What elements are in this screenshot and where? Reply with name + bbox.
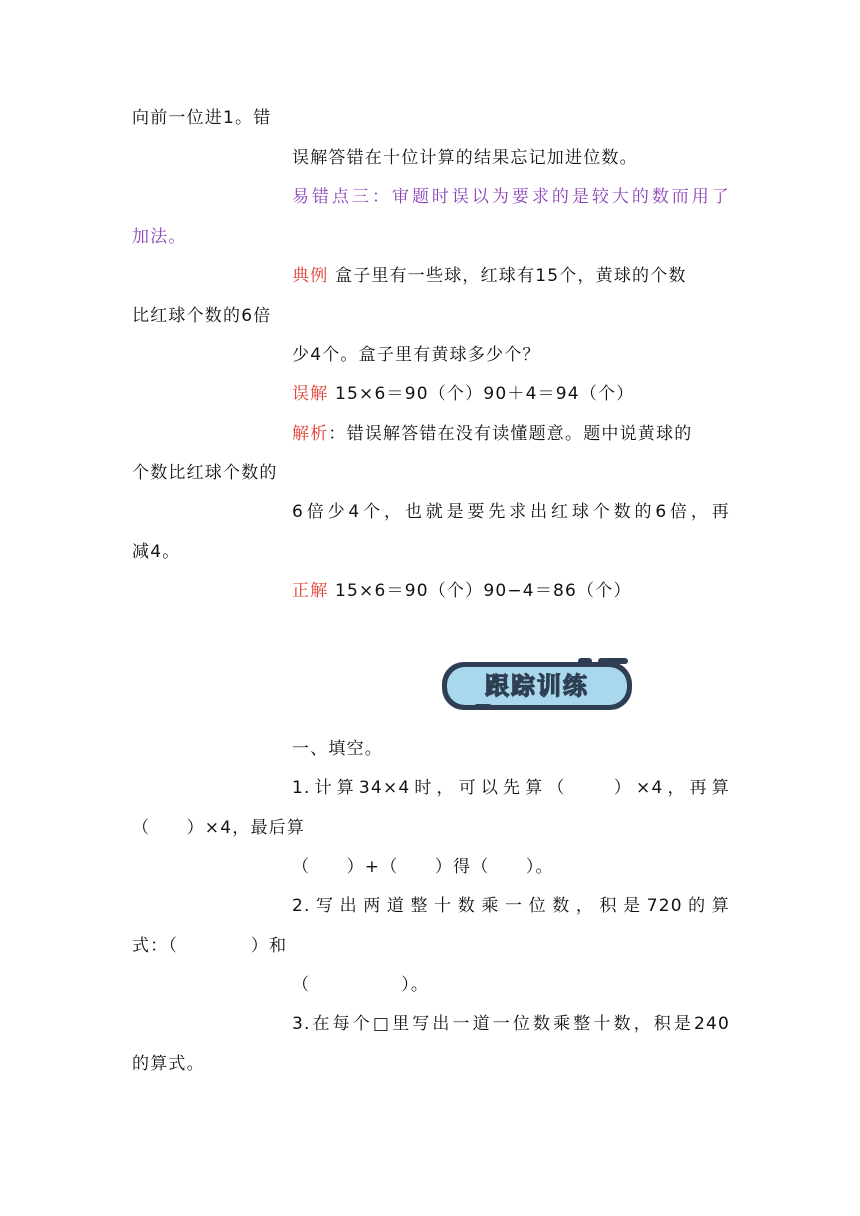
wrong-solution-text: 15×6＝90（个）90＋4＝94（个） (328, 384, 635, 404)
analysis-text: ：错误解答错在没有读懂题意。题中说黄球的 (328, 424, 693, 444)
section-heading: 一、填空。 (292, 739, 383, 759)
example-line (292, 264, 730, 288)
text-line: 减4。 (132, 542, 181, 562)
example-text: 盒子里有一些球，红球有15个，黄球的个数 (328, 266, 687, 286)
analysis-line (292, 422, 692, 446)
question-2: 2.写出两道整十数乘一位数，积是720的算 (292, 896, 730, 916)
badge-label: 跟踪训练 (485, 672, 589, 700)
text-line: 6倍少4个，也就是要先求出红球个数的6倍，再 (292, 502, 730, 522)
question-3: 3.在每个□里写出一道一位数乘整十数，积是240 (292, 1014, 730, 1034)
follow-up-training-badge (438, 656, 636, 714)
wrong-solution-line (292, 382, 634, 406)
text-line: 个数比红球个数的 (132, 463, 278, 483)
error-point-heading: 易错点三：审题时误以为要求的是较大的数而用了 (292, 187, 730, 207)
error-point-heading-cont: 加法。 (132, 227, 187, 247)
question-2-cont: 式：（ ）和 (132, 936, 288, 956)
question-1-cont: （ ）+（ ）得（ ）。 (292, 857, 554, 877)
correct-solution-line (292, 579, 632, 603)
analysis-label: 解析 (292, 424, 329, 444)
example-label: 典例 (292, 266, 329, 286)
text-line: 向前一位进1。错 (132, 108, 272, 128)
text-line: 误解答错在十位计算的结果忘记加进位数。 (292, 148, 638, 168)
text-line: 少4个。盒子里有黄球多少个？ (292, 345, 541, 365)
question-2-cont: （ ）。 (292, 975, 430, 995)
text-line: 比红球个数的6倍 (132, 306, 272, 326)
question-1-cont: （ ）×4，最后算 (132, 818, 306, 838)
question-1: 1.计算34×4时，可以先算（ ）×4，再算 (292, 778, 730, 798)
question-3-cont: 的算式。 (132, 1054, 205, 1074)
correct-solution-text: 15×6＝90（个）90−4＝86（个） (328, 581, 632, 601)
correct-solution-label: 正解 (292, 581, 329, 601)
wrong-solution-label: 误解 (292, 384, 329, 404)
